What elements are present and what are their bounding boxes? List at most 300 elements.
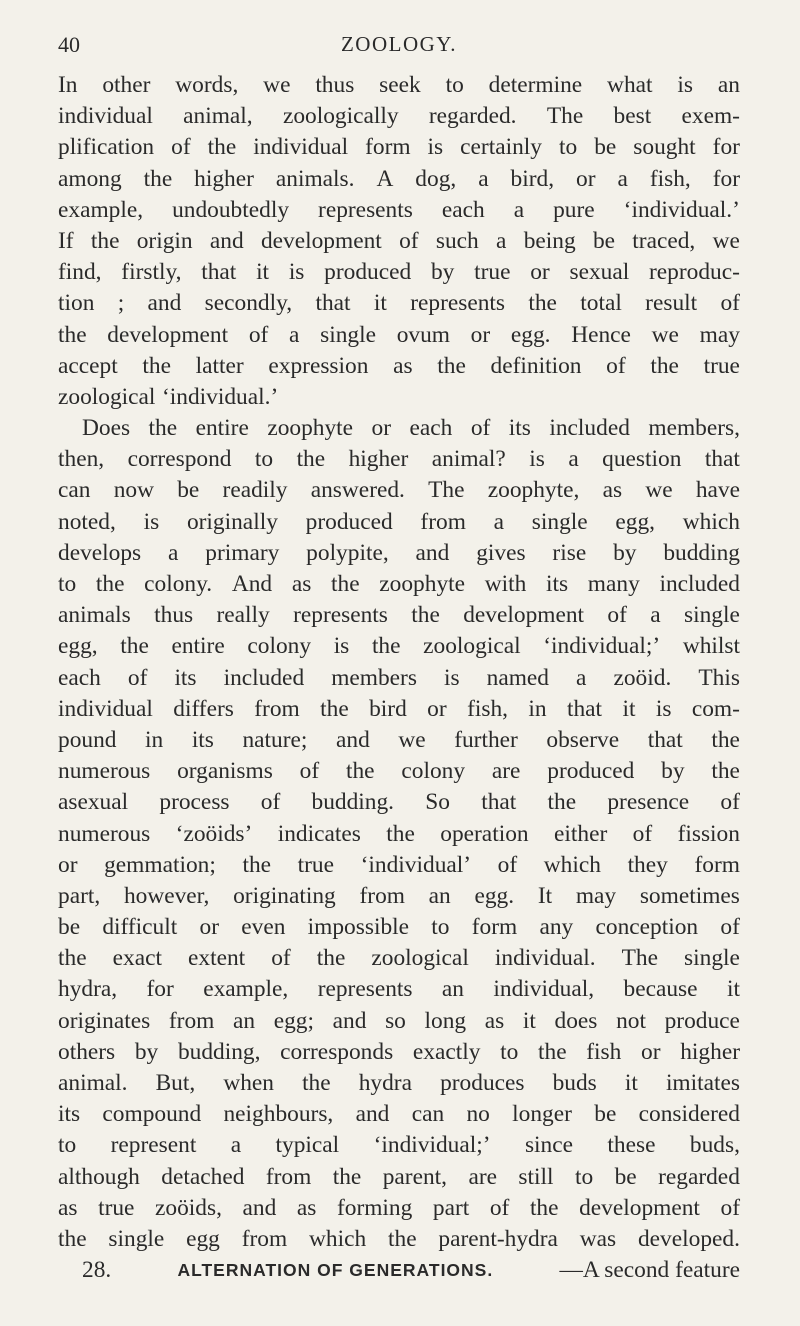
word: pure — [553, 196, 595, 223]
word: secondly, — [204, 290, 293, 317]
word: to — [431, 914, 450, 941]
word: or — [371, 415, 392, 442]
word: whilst — [682, 633, 740, 660]
word: certainly — [460, 134, 542, 161]
word: the — [547, 789, 577, 816]
word: seek — [379, 72, 421, 98]
word: from — [359, 882, 405, 909]
word: total — [580, 290, 622, 317]
word: latter — [195, 352, 244, 379]
word: buds, — [689, 1132, 740, 1159]
word: zoologically — [282, 103, 399, 130]
word: now — [113, 477, 154, 504]
word: either — [554, 820, 608, 847]
word: that — [647, 726, 683, 753]
word: compound — [102, 1101, 202, 1128]
word: of — [606, 352, 626, 379]
word: a — [650, 602, 661, 629]
word: the — [120, 633, 149, 660]
word: individual, — [493, 976, 595, 1003]
word: a — [289, 321, 300, 348]
word: the — [388, 1225, 417, 1252]
text-line — [58, 101, 740, 132]
word: parent, — [382, 1163, 448, 1190]
word: the — [207, 134, 237, 161]
section-heading: ALTERNATION OF GENERATIONS. — [177, 1260, 494, 1281]
word: its — [546, 571, 569, 597]
word: the — [650, 352, 679, 379]
word: colony — [247, 633, 312, 660]
word: represents — [410, 290, 506, 317]
word: to — [254, 446, 274, 473]
word: accept — [58, 352, 118, 379]
word: represents — [293, 602, 388, 629]
word: originally — [186, 508, 278, 535]
word: extent — [188, 945, 246, 972]
word: of — [127, 664, 148, 691]
word: to — [558, 134, 578, 161]
word: by — [134, 1038, 159, 1065]
word: imitates — [665, 1070, 740, 1096]
word: determine — [488, 72, 583, 98]
word: of — [260, 789, 281, 816]
word: origin — [136, 227, 193, 254]
word: corresponds — [280, 1038, 394, 1065]
word: animal. — [58, 1070, 128, 1096]
word: observe — [546, 726, 620, 753]
text-line — [58, 351, 740, 382]
word: and — [147, 290, 182, 317]
word: ovum — [396, 321, 450, 348]
running-head: ZOOLOGY. — [340, 32, 458, 56]
word: higher — [194, 165, 254, 192]
word: of — [607, 602, 627, 629]
word: The — [428, 477, 465, 504]
text-line — [58, 1099, 740, 1130]
word: asexual — [58, 789, 129, 816]
word: of — [489, 1194, 510, 1221]
word: can — [58, 477, 91, 504]
word: which — [682, 508, 740, 535]
word: be — [592, 227, 616, 254]
word: of — [171, 134, 191, 161]
text-line — [58, 663, 740, 694]
word: nature; — [242, 726, 308, 753]
word: a — [496, 227, 507, 254]
word: is — [529, 446, 545, 473]
word: tion — [58, 290, 95, 317]
word: the — [302, 1070, 331, 1096]
text-line — [58, 600, 740, 631]
word: ‘individual’ — [360, 851, 472, 878]
text-line — [58, 631, 740, 662]
word: or — [576, 165, 596, 192]
word: produced — [547, 758, 635, 785]
word: from — [254, 695, 300, 722]
text-line — [58, 1068, 740, 1099]
word: or — [530, 259, 550, 286]
word: primary — [205, 539, 280, 566]
word: regarded — [658, 1163, 740, 1190]
word: it — [522, 1007, 536, 1034]
word: budding, — [177, 1038, 261, 1065]
word: egg; — [273, 1007, 314, 1034]
word: for — [712, 165, 740, 192]
word: example, — [203, 976, 289, 1003]
word: the — [90, 227, 120, 254]
text-line — [58, 819, 740, 850]
word: presence — [607, 789, 690, 816]
word: part, — [58, 882, 101, 909]
word: impossible — [307, 914, 410, 941]
word: zoophyte — [267, 415, 354, 442]
word: is — [655, 695, 672, 722]
word: and — [209, 227, 244, 254]
word: And — [231, 571, 273, 597]
word: produced — [324, 259, 412, 286]
word: single — [684, 945, 740, 972]
word: a — [478, 165, 489, 192]
word: as — [602, 477, 623, 504]
word: that — [481, 789, 517, 816]
word: bird — [369, 695, 407, 722]
word: the — [316, 945, 346, 972]
word: example, — [58, 196, 144, 223]
text-line — [58, 132, 740, 163]
word: zoological — [58, 383, 156, 410]
word: or — [427, 695, 447, 722]
word: Does — [82, 415, 131, 442]
word: is — [427, 134, 444, 161]
word: others — [58, 1038, 116, 1065]
word: an — [441, 976, 464, 1003]
word: longer — [512, 1101, 572, 1128]
word: true — [474, 259, 511, 286]
word: the — [296, 446, 326, 473]
word: higher — [680, 1038, 740, 1065]
word: be — [177, 477, 200, 504]
word: being — [523, 227, 576, 254]
text-line — [58, 444, 740, 475]
text-line — [58, 974, 740, 1005]
word: Hence — [571, 321, 631, 348]
text-line — [58, 382, 740, 413]
word: because — [623, 976, 698, 1003]
word: egg. — [474, 882, 515, 909]
text-line — [58, 943, 740, 974]
word: represents — [318, 196, 413, 223]
word: In — [58, 72, 78, 98]
text-line — [58, 694, 740, 725]
word: the — [538, 1038, 567, 1065]
word: numerous — [58, 758, 151, 785]
word: produces — [440, 1070, 525, 1096]
word: represent — [110, 1132, 197, 1159]
word: expression — [268, 352, 369, 379]
word: buds — [552, 1070, 597, 1096]
word: parent-hydra — [438, 1225, 558, 1252]
word: a — [568, 446, 579, 473]
word: rise — [552, 539, 587, 566]
word: colony — [401, 758, 466, 785]
word: an — [233, 1007, 256, 1034]
word: zoophyte — [379, 571, 466, 597]
word: single — [684, 602, 740, 629]
word: the — [320, 695, 349, 722]
word: development — [107, 321, 229, 348]
word: the — [142, 352, 171, 379]
word: the — [143, 165, 173, 192]
word: true — [98, 1194, 135, 1221]
body-text — [58, 70, 740, 1286]
word: from — [420, 508, 466, 535]
word: a — [230, 1132, 242, 1159]
word: numerous — [58, 820, 151, 847]
word: traced, — [632, 227, 696, 254]
word: result — [645, 290, 698, 317]
word: as — [393, 352, 413, 379]
word: a — [576, 664, 587, 691]
text-line — [58, 320, 740, 351]
word: If — [58, 227, 74, 254]
word: be — [58, 914, 81, 941]
word: plification — [58, 134, 155, 161]
word: are — [491, 758, 521, 785]
word: correspond — [127, 446, 232, 473]
word: may — [699, 321, 740, 348]
text-line — [58, 725, 740, 756]
word: find, — [58, 259, 102, 286]
word: the — [711, 758, 740, 785]
word: in — [528, 695, 547, 722]
word: and — [332, 1007, 367, 1034]
word: to — [58, 571, 77, 597]
word: the — [148, 415, 178, 442]
word: operation — [440, 820, 529, 847]
text-line — [58, 1130, 740, 1161]
word: of — [720, 914, 740, 941]
word: they — [627, 851, 668, 878]
word: is — [143, 508, 160, 535]
text-line — [58, 850, 740, 881]
word: of — [720, 1194, 740, 1221]
word: best — [613, 103, 652, 130]
word: of — [399, 227, 419, 254]
word: which — [543, 851, 601, 878]
word: to — [500, 1038, 519, 1065]
word: although — [58, 1163, 140, 1190]
text-line — [58, 475, 740, 506]
text-line — [58, 912, 740, 943]
word: originates — [58, 1007, 151, 1034]
word: the — [371, 633, 401, 660]
word: by — [661, 758, 685, 785]
text-line — [58, 756, 740, 787]
word: an — [717, 72, 740, 98]
word: by — [613, 539, 637, 566]
word: that — [315, 290, 351, 317]
word: it — [256, 259, 270, 286]
word: is — [443, 664, 460, 691]
word: the — [331, 571, 360, 597]
word: ‘individual;’ — [373, 1132, 491, 1159]
word: the — [58, 321, 87, 348]
word: ; — [117, 290, 125, 317]
word: and — [355, 1101, 390, 1128]
word: reproduc- — [648, 259, 740, 286]
page-header — [58, 32, 740, 58]
word: from — [241, 1225, 288, 1252]
word: that — [704, 446, 740, 473]
word: produced — [305, 508, 393, 535]
word: zoöid. — [613, 664, 672, 691]
word: dog, — [415, 165, 457, 192]
word: zoological — [423, 633, 521, 660]
word: be — [594, 1101, 617, 1128]
word: typical — [275, 1132, 340, 1159]
word: to — [58, 1132, 77, 1159]
word: readily — [222, 477, 288, 504]
word: form — [694, 851, 740, 878]
word: hydra, — [58, 976, 118, 1003]
word: true — [703, 352, 740, 379]
word: the — [345, 758, 375, 785]
word: may — [575, 882, 617, 909]
word: fish — [586, 1038, 622, 1065]
text-line — [58, 507, 740, 538]
word: since — [524, 1132, 573, 1159]
word: single — [320, 321, 376, 348]
word: single — [108, 1225, 165, 1252]
word: egg — [186, 1225, 220, 1252]
word: pound — [58, 726, 117, 753]
word: animals. — [275, 165, 355, 192]
word: be — [614, 1163, 637, 1190]
word: fish, — [467, 695, 508, 722]
word: of — [632, 820, 653, 847]
word: as — [58, 1194, 78, 1221]
word: each — [409, 415, 453, 442]
word: the — [437, 352, 466, 379]
word: undoubtedly — [172, 196, 290, 223]
word: zoological — [371, 945, 469, 972]
word: is — [288, 259, 305, 286]
word: the — [58, 945, 87, 972]
word: individual — [253, 134, 349, 161]
word: of — [299, 758, 320, 785]
word: form — [365, 134, 411, 161]
word: still — [518, 1163, 554, 1190]
word: really — [216, 602, 270, 629]
word: ‘individual.’ — [161, 383, 279, 410]
word: com- — [691, 695, 740, 722]
word: animals — [58, 602, 131, 629]
text-line — [58, 1162, 740, 1193]
word: But, — [155, 1070, 196, 1096]
word: it — [624, 1070, 638, 1096]
word: zoöids, — [155, 1194, 222, 1221]
word: process — [159, 789, 230, 816]
word: organisms — [177, 758, 273, 785]
word: exem- — [681, 103, 740, 130]
word: individual — [58, 103, 153, 130]
word: included — [659, 571, 740, 597]
word: sometimes — [639, 882, 740, 909]
word: we — [263, 72, 291, 98]
word: higher — [348, 446, 409, 473]
word: it — [622, 695, 636, 722]
word: a — [617, 165, 628, 192]
word: The — [621, 945, 658, 972]
text-line — [58, 1037, 740, 1068]
word: any — [539, 914, 574, 941]
word: of — [470, 415, 491, 442]
word: developed. — [637, 1225, 740, 1252]
word: development — [463, 602, 585, 629]
word: exactly — [412, 1038, 481, 1065]
word: difficult — [102, 914, 178, 941]
word: of — [720, 290, 740, 317]
text-line — [58, 413, 740, 444]
word: the — [711, 726, 740, 753]
word: as — [291, 571, 312, 597]
word: however, — [123, 882, 210, 909]
text-line — [58, 569, 740, 600]
word: is — [333, 633, 350, 660]
word: detached — [161, 1163, 245, 1190]
word: the — [332, 1163, 362, 1190]
word: individual. — [494, 945, 596, 972]
word: of — [497, 851, 518, 878]
word: forming — [336, 1194, 413, 1221]
word: entire — [171, 633, 225, 660]
word: egg, — [58, 633, 98, 660]
text-line — [58, 164, 740, 195]
word: words, — [175, 72, 239, 98]
word: This — [698, 664, 740, 691]
word: it — [373, 290, 387, 317]
text-line — [58, 70, 740, 101]
word: of — [720, 789, 740, 816]
word: these — [607, 1132, 656, 1159]
word: have — [695, 477, 740, 504]
text-line — [58, 257, 740, 288]
word: or — [641, 1038, 661, 1065]
word: of — [271, 945, 291, 972]
word: budding. — [311, 789, 395, 816]
word: the — [529, 1194, 559, 1221]
word: definition — [490, 352, 582, 379]
word: among — [58, 165, 122, 192]
word: a — [513, 196, 525, 223]
word: thus — [154, 602, 194, 629]
word: fish, — [649, 165, 691, 192]
word: or — [199, 914, 220, 941]
word: entire — [195, 415, 249, 442]
word: indicates — [277, 820, 361, 847]
word: that — [566, 695, 603, 722]
word: or — [470, 321, 491, 348]
word: a — [168, 539, 179, 566]
text-line — [58, 195, 740, 226]
word: a — [493, 508, 505, 535]
word: ‘zoöids’ — [175, 820, 253, 847]
text-line — [58, 1193, 740, 1224]
word: its — [191, 726, 214, 753]
word: So — [425, 789, 450, 816]
word: the — [58, 1225, 87, 1252]
word: colony. — [144, 571, 213, 597]
